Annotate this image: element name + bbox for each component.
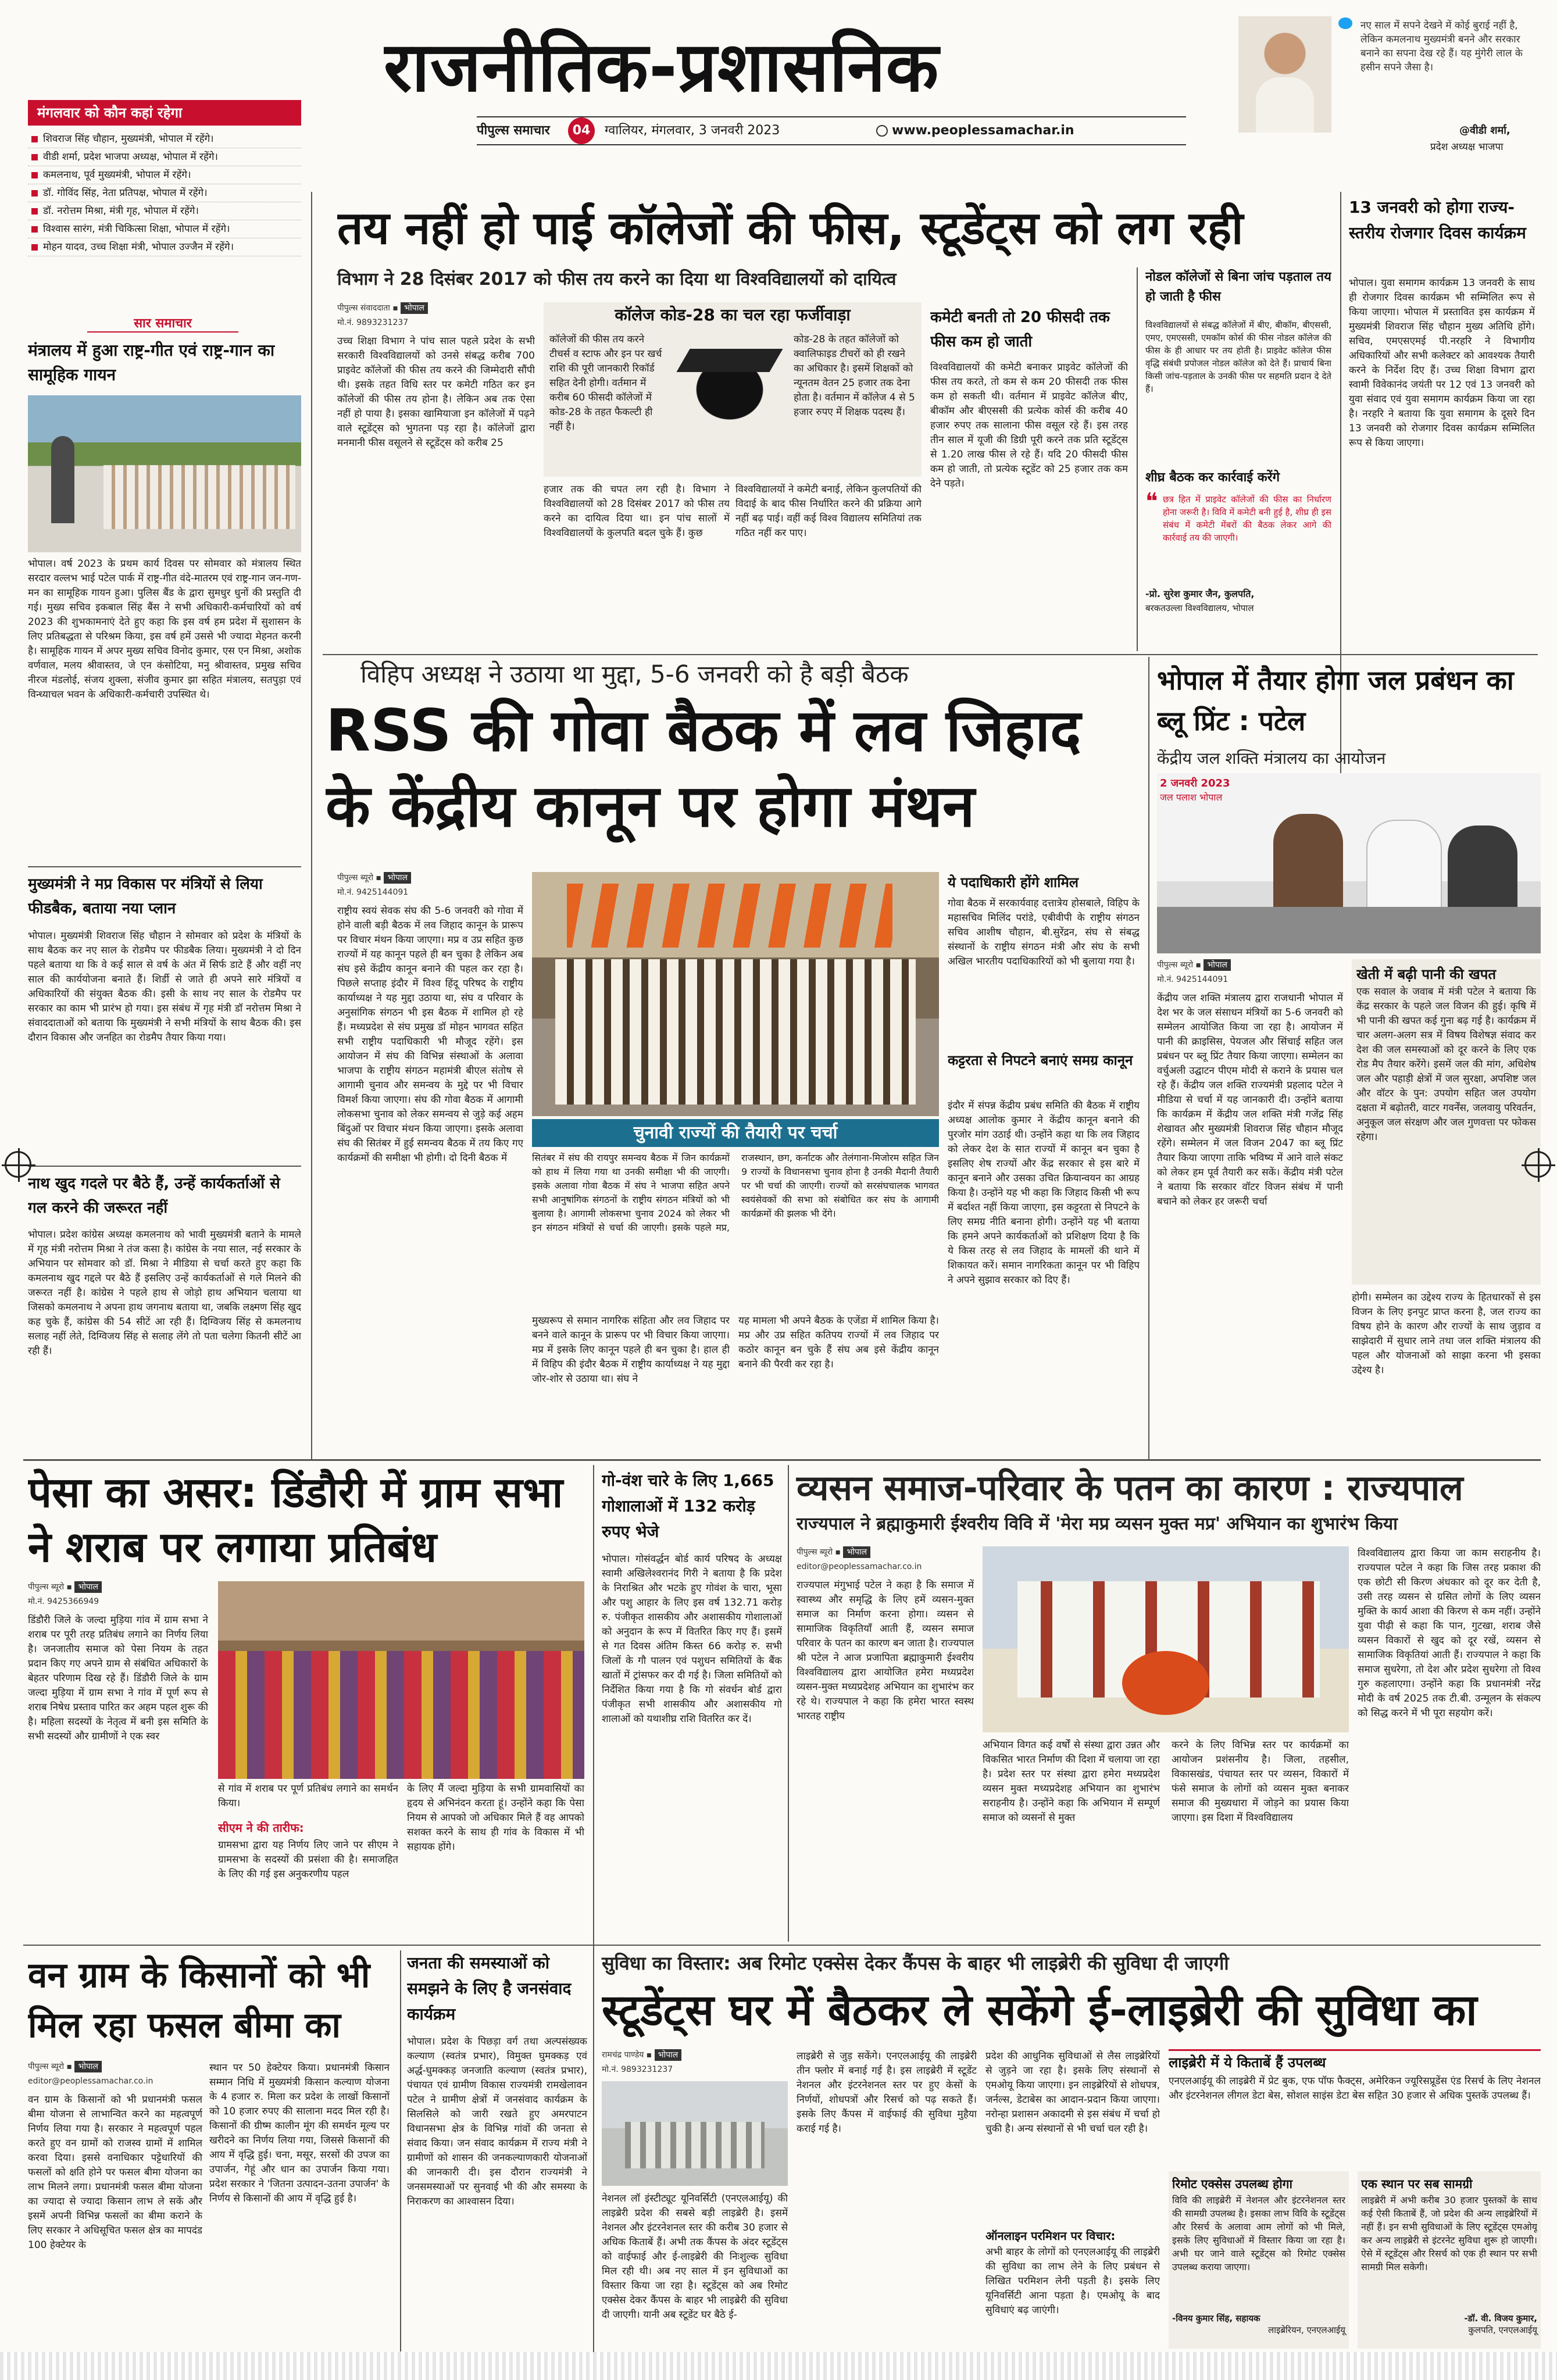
rojgar-headline: 13 जनवरी को होगा राज्य-स्तरीय रोजगार दिवस कार्यक्रम: [1349, 198, 1526, 242]
library-byline: रामचंद्र पाण्डेय ▪ भोपाल: [602, 2049, 776, 2061]
library-books-body: एनएलआईयू की लाइब्रेरी में प्रेट बुक, एफ पॉफ फैक्ट्स, अमेरिकन ज्यूरिसप्रूडेंस एंड रिसर्च के लिए नेशनल और इंटरनेशनल लीगल डेटा बेस, सोशल साइंस डेटा बेस सहित 30 हजार से अधिक पुस्तकें उपलब्ध हैं।: [1169, 2075, 1541, 2102]
library-online-headline: ऑनलाइन परमिशन पर विचार:: [985, 2229, 1116, 2243]
fees-action-sign: -प्रो. सुरेश कुमार जैन, कुलपति,: [1145, 588, 1255, 599]
fees-body-3: विश्वविद्यालयों ने कमेटी बनाई, लेकिन कुलपतियों की विदाई के बाद फीस निर्धारित करने की प्रक्रिया आगे नहीं बढ़ पाई। वहीं कई विश्व विद्यालय समितियां तक गठित नहीं कर पाए।: [735, 484, 922, 539]
graduation-cap-photo: [672, 337, 788, 424]
library-col-2: लाइब्रेरी से जुड़ सकेंगे। एनएलआईयू की लाइब्रेरी तीन फ्लोर में बनाई गई है। इस लाइब्रेरी में स्टूडेंट नेशनल और इंटरनेशनल स्तर पर हुए केसों के निर्णयों, शोधपत्रों और रिसर्च को पढ़ सकते हैं। इसके लिए कैंपस में वाईफाई की सुविधा मुहैया कराई गई है।: [797, 2050, 977, 2135]
vyasan-subhead: राज्यपाल ने ब्रह्माकुमारी ईश्वरीय विवि में 'मेरा मप्र व्यसन मुक्त मप्र' अभियान का शुभारंभ किया: [797, 1514, 1398, 1534]
library-col-3: प्रदेश की आधुनिक सुविधाओं से लैस लाइब्रेरियों से जुड़ने जा रहा है। इसके लिए संस्थानों से एमओयू किया जाएगा। इन लाइब्रेरियों से शोधपत्र, जर्नल्स, डेटाबेस का आदान-प्रदान किया जाएगा। नरोन्हा प्रशासन अकादमी से इस संबंध में चर्चा हो चुकी है। अन्य संस्थानों से भी चर्चा चल रही है।: [985, 2050, 1160, 2135]
water-photo-place: जल पलाश भोपाल: [1160, 792, 1223, 803]
dindori-gramsabha-photo: [218, 1581, 584, 1779]
library-kicker: सुविधा का विस्तार: अब रिमोट एक्सेस देकर कैंपस के बाहर भी लाइब्रेरी की सुविधा दी जाएगी: [602, 1952, 1229, 1974]
library-one-sign: -डॉ. वी. विजय कुमार,: [1464, 2313, 1537, 2324]
dindori-tail: के लिए मैं जल्दा मुड़िया के सभी ग्रामवासियों का हृदय से अभिनंदन करता हूं। उन्होंने कहा कि पेसा नियम से आपको जो अधिकार मिले हैं वह आपको सशक्त करने के साथ ही गांव के विकास में भी सहायक होंगे।: [407, 1783, 584, 1853]
byline-place: भोपाल: [843, 1546, 870, 1558]
fees-body-2: हजार तक की चपत लग रही है। विभाग ने विश्वविद्यालयों को 28 दिसंबर 2017 को फीस तय करने का दायित्व दिया था। इन पांच सालों में विश्वविद्यालयों के कुलपति बदल चुके हैं। कुछ: [544, 484, 730, 539]
vyasan-email[interactable]: editor@peoplessamachar.co.in: [797, 1562, 922, 1571]
whos-where-box: [28, 100, 301, 303]
fees-nodal-body: विश्वविद्यालयों से संबद्ध कॉलेजों में बीए, बीकॉम, बीएससी, एमए, एमएससी, एमकॉम कोर्स की फीस नोडल कॉलेज की फीस के ही आधार पर तय होती है। प्राइवेट कॉलेज फीस वृद्धि संबंधी प्रपोजल नोडल कॉलेज को देते हैं। प्राचार्य बिना किसी जांच-पड़ताल के उनकी फीस पर सहमति प्रदान दे देते हैं।: [1145, 320, 1331, 394]
water-photo-date: 2 जनवरी 2023: [1160, 777, 1230, 789]
dindori-photo-caption: से गांव में शराब पर पूर्ण प्रतिबंध लगाने का समर्थन किया।: [218, 1783, 398, 1809]
saar-3-body: भोपाल। प्रदेश कांग्रेस अध्यक्ष कमलनाथ को भावी मुख्यमंत्री बताने के मामले में गृह मंत्री नरोत्तम मिश्रा ने तंज कसा है। कांग्रेस के नया साल, नई सरकार के अभियान पर सोमवार को डॉ. मिश्रा ने मीडिया से चर्चा करते हुए कहा कि कमलनाथ खुद गद्दले पर बैठे हैं इसलिए उन्हें कार्यकर्ताओं से गले मिलने की जरूरत नहीं है। कांग्रेस ने पहले हाथ से जोड़ो हाथ अभियान चलाया था जिसको कमलनाथ ने अपना हाथ जगनाथ बताया था, जबकि लक्ष्मण सिंह खुद कह चुके हैं, कांग्रेस की 54 सीटें आ रही हैं। दिग्विजय सिंह से कमलनाथ सलाह नहीं लेते, दिग्विजय सिंह से सलाह लेंगे तो पता चलेगा कितनी सीटें आ रही हैं।: [28, 1229, 301, 1357]
fees-box-title: कॉलेज कोड-28 का चल रहा फर्जीवाड़ा: [615, 305, 851, 324]
rss-col-mid: मुख्यरूप से समान नागरिक संहिता और लव जिहाद पर बनने वाले कानून के प्रारूप पर भी विचार किया जाएगा। मप्र में इसके लिए कानून पहले ही बन चुका है। हाल ही में विहिप की इंदौर बैठक में राष्ट्रीय कार्याध्यक्ष ने यह मुद्दा जोर-शोर से उठाया था। संघ ने: [532, 1315, 730, 1385]
fees-side-body: विश्वविद्यालयों की कमेटी बनाकर प्राइवेट कॉलेजों की फीस तय करते, तो कम से कम 20 फीसदी तक फीस कम हो सकती थी। वर्तमान में प्राइवेट कॉलेज बीए, बीकॉम और बीएससी की प्रत्येक कोर्स की करीब 40 हजार रुपए तक सालाना फीस वसूल रहे हैं। इस तरह तीन साल में यूजी की डिग्री पूरी करने तक प्रति स्टूडेंट्स से 1.20 लाख फीस ले रहे हैं। यदि 20 फीसदी फीस कम हो जाती, तो प्रत्येक स्टूडेंट को 25 हजार तक कम देने पड़ते।: [930, 362, 1128, 489]
anthem-photo: [28, 395, 301, 552]
fees-box-text-2: कोड-28 के तहत कॉलेजों को क्वालिफाइड टीचरों को ही रखने का अधिकार है। इसमें शिक्षकों को न्यूनतम वेतन 25 हजार तक देना होता है। वर्तमान में कॉलेज 4 से 5 हजार रुपए में शिक्षक पदस्थ हैं।: [794, 334, 915, 418]
rss-headline-line-2: के केंद्रीय कानून पर होगा मंथन: [326, 772, 975, 840]
saar-2-headline: मुख्यमंत्री ने मप्र विकास पर मंत्रियों से लिया फीडबैक, बताया नया प्लान: [28, 875, 263, 917]
saar-1-body: भोपाल। वर्ष 2023 के प्रथम कार्य दिवस पर सोमवार को मंत्रालय स्थित सरदार वल्लभ भाई पटेल पार्क में राष्ट्र-गीत वंदे-मातरम एवं राष्ट्र-गान जन-गण-मन का सामूहिक गायन हुआ। पुलिस बैंड के द्वारा सुमधुर धुनों की प्रस्तुति दी गई। मुख्य सचिव इकबाल सिंह बैंस ने सभी अधिकारी-कर्मचारियों को वर्ष 2023 की शुभकामनाएं देते हुए कहा कि इस वर्ष हम प्रदेश में सुशासन के लिए प्रतिबद्धता से परिश्रम किया, इस वर्ष हमें उससे भी ज्यादा मेहनत करनी है। सामूहिक गायन में अपर मुख्य सचिव विनोद कुमार, एस एन मिश्रा, अशोक वर्णवाल, मलय श्रीवास्तव, जे एन कंसोटिया, मनु श्रीवास्तव, प्रमुख सचिव नीरज मंडलोई, संजय शुक्ला, संजीव कुमार झा सहित मंत्रालय, सतपुड़ा एवं विन्ध्याचल भवन के अधिकारी-कर्मचारी उपस्थित थे।: [28, 558, 301, 701]
byline-place: भोपाल: [384, 872, 411, 884]
water-phone: मो.नं. 9425144091: [1157, 975, 1229, 984]
fees-subhead: विभाग ने 28 दिसंबर 2017 को फीस तय करने का दिया था विश्वविद्यालयों को दायित्व: [337, 269, 897, 290]
fees-action-univ: बरकतउल्ला विश्वविद्यालय, भोपाल: [1145, 603, 1254, 613]
byline-name: पीपुल्स ब्यूरो: [28, 2062, 65, 2071]
website-link[interactable]: www.peoplessamachar.in: [892, 123, 1074, 138]
library-phone: मो.नं. 9893231237: [602, 2065, 673, 2074]
quote-designation: प्रदेश अध्यक्ष भाजपा: [1430, 141, 1504, 153]
library-books-box: [1169, 2049, 1541, 2165]
water-box: [1352, 959, 1541, 1285]
rss-election-body: सितंबर में संघ की रायपुर समन्वय बैठक में जिन कार्यक्रमों को हाथ में लिया गया था उनकी समीक्षा भी की जाएगी। इसके अलावा गोवा बैठक में संघ ने भाजपा सहित अपने सभी आनुषांगिक संगठनों के राष्ट्रीय संगठन मंत्रियों को भी बुलाया है। आगामी लोकसभा चुनाव 2024 को लेकर भी इन संगठन मंत्रियों से चर्चा की जाएगी। इसके पहले मप्र, राजस्थान, छग, कर्नाटक और तेलंगाना-मिजोरम सहित जिन 9 राज्यों के विधानसभा चुनाव होना है उनकी मैदानी तैयारी पर भी चर्चा की जाएगी। राज्यों को सरसंघचालक भागवत स्वयंसेवकों की सभा को संबोधित कर संघ के आगामी कार्यक्रमों की झलक भी देंगे।: [532, 1152, 939, 1233]
fasal-headline: वन ग्राम के किसानों को भी मिल रहा फसल बीमा का: [28, 1955, 370, 2046]
section-title: राजनीतिक-प्रशासनिक: [384, 27, 940, 107]
rss-strict-body: इंदौर में संपन्न केंद्रीय प्रबंध समिति की बैठक में राष्ट्रीय अध्यक्ष आलोक कुमार ने केंद्रीय कानून बनाने की पुरजोर मांग उठाई थी। उन्होंने कहा था कि लव जिहाद को लेकर देश के सात राज्यों में कानून बन चुका है इसलिए शेष राज्यों और केंद्र सरकार से इस बारे में कानून बनाने और उसका उचित क्रियान्वयन का आग्रह किया है। उन्होंने यह भी कहा कि जिहाद किसी भी रूप में बर्दाश्त नहीं किया जाएगा, इस कट्टरता से निपटने के लिए समग्र नीति बनाना होगी। उन्होंने यह भी बताया कि हमने अपने कार्यकर्ताओं को प्रशिक्षण दिया है कि ये किस तरह से लव जिहाद के मामलों की थाने में शिकायत करें। समान नागरिकता कानून पर भी विहिप ने अपने सुझाव सरकार को दिए हैं।: [948, 1100, 1140, 1286]
jansamvad-body: भोपाल। प्रदेश के पिछड़ा वर्ग तथा अल्पसंख्यक कल्याण (स्वतंत्र प्रभार), विमुक्त घुमक्कड़ एवं अर्द्ध-घुमक्कड़ जनजाति कल्याण (स्वतंत्र प्रभार), पंचायत एवं ग्रामीण विकास राज्यमंत्री रामखेलावन पटेल ने ग्रामीण क्षेत्रों में जनसंवाद कार्यक्रम के सिलसिले को जारी रखते हुए अमरपाटन विधानसभा क्षेत्र के विभिन्न गांवों की जनता से संवाद किया। जन संवाद कार्यक्रम में राज्य मंत्री ने ग्रामीणों को शासन की जनकल्याणकारी योजनाओं की जानकारी दी। इस दौरान राज्यमंत्री ने जनसमस्याओं पर सुनवाई भी की और समस्या के निराकरण का आश्वासन दिया।: [407, 2036, 587, 2207]
globe-icon: [876, 125, 888, 137]
rss-byline: पीपुल्स ब्यूरो ▪ भोपाल: [337, 872, 523, 884]
dindori-byline: पीपुल्स ब्यूरो ▪ भोपाल: [28, 1581, 202, 1593]
fees-nodal-headline: नोडल कॉलेजों से बिना जांच पड़ताल तय हो जाती है फीस: [1145, 270, 1331, 304]
list-item: मोहन यादव, उच्च शिक्षा मंत्री, भोपाल उज्जैन में रहेंगे।: [28, 238, 301, 256]
paper-name: पीपुल्स समाचार: [477, 123, 550, 138]
fees-body-1: उच्च शिक्षा विभाग ने पांच साल पहले प्रदेश के सभी सरकारी विश्वविद्यालयों को उनसे संबद्ध करीब 700 प्राइवेट कॉलेजों की फीस तय करने की जिम्मेदारी सौंपी थी। इसके तहत विधि स्तर पर कमेटी गठित कर इन कॉलेजों की फीस तय होना है। लेकिन अब तक ऐसा नहीं हो पाया है। इसका खामियाजा इन कॉलेजों में पढ़ने वाले स्टूडेंट्स को भुगतना पड़ रहा है। कॉलेजों द्वारा मनमानी फीस वसूलने से स्टूडेंट्स को करीब 25: [337, 335, 535, 449]
byline-place: भोपाल: [74, 2061, 102, 2072]
whos-where-list: [28, 126, 301, 256]
byline-place: भोपाल: [655, 2049, 682, 2061]
quote-mark-icon: ❝: [1145, 488, 1158, 515]
gauvansh-body: भोपाल। गोसंवर्द्धन बोर्ड कार्य परिषद के अध्यक्ष स्वामी अखिलेश्वरानंद गिरी ने बताया है कि प्रदेश के निराश्रित और भटके हुए गोवंश के चारा, भूसा और पशु आहार के लिए इस वर्ष 132.71 करोड़ रु. पंजीकृत शासकीय और अशासकीय गोशालाओं को अनुदान के रूप में वितरित किए गए हैं। इसमें से गत दिवस अंतिम किस्त 66 करोड़ रु. सभी जिलों के गौ पालन एवं पशुधन समितियों के बैंक खातों में ट्रांसफर कर दी गई है। जिला समितियों को निर्देशित किया गया है कि गो संवर्धन बोर्ड द्वारा पंजीकृत सभी शासकीय और अशासकीय गो शालाओं को यथाशीघ्र राशि वितरित कर दें।: [602, 1553, 782, 1725]
library-one-headline: एक स्थान पर सब सामग्री: [1361, 2177, 1473, 2191]
rss-headline-line-1: RSS की गोवा बैठक में लव जिहाद: [326, 696, 1081, 764]
library-building-photo: [602, 2081, 788, 2186]
byline-name: पीपुल्स ब्यूरो: [337, 873, 374, 882]
water-tail: होगी। सम्मेलन का उद्देश्य राज्य के हितधारकों से इस विजन के लिए इनपुट प्राप्त करना है, जल राज्य का विषय होने के कारण और राज्यों के साथ जुड़ाव व साझेदारी में सुधार लाने तथा जल शक्ति मंत्रालय की पहल और योजनाओं को साझा करना भी इसका उद्देश्य है।: [1352, 1292, 1541, 1376]
rss-march-photo: [532, 872, 939, 1116]
rss-col-mid-2: यह मामला भी अपने बैठक के एजेंडा में शामिल किया है। मप्र और उप्र सहित कतिपय राज्यों में लव जिहाद पर कठोर कानून बन चुके हैं संघ अब इसे केंद्रीय कानून बनाने की पैरवी कर रहा है।: [738, 1315, 939, 1370]
rss-col-1: राष्ट्रीय स्वयं सेवक संघ की 5-6 जनवरी को गोवा में होने वाली बड़ी बैठक में लव जिहाद कानून के प्रारूप पर विचार मंथन किया जाएगा। मप्र व उप्र सहित कुछ राज्यों में यह कानून पहले ही बन चुका है लेकिन अब संघ इसे केंद्रीय कानून बनाने की पहल कर रहा है। पिछले सप्ताह इंदौर में विश्व हिंदू परिषद के राष्ट्रीय कार्याध्यक्ष ने यह मुद्दा उठाया था, संघ व परिवार के अनुसांगिक संगठन भी इस बैठक में शामिल हो रहे हैं। मध्यप्रदेश से संघ प्रमुख डॉ मोहन भागवत सहित सभी राष्ट्रीय पदाधिकारी भी मौजूद रहेंगे। इस आयोजन में संघ की विभिन्न संस्थाओं के अलावा भाजपा के राष्ट्रीय संगठन महामंत्री बीएल संतोष से आगामी चुनाव और समन्वय के मुद्दे पर भी विचार विमर्श किया जाएगा। संघ की गोवा बैठक में आगामी लोकसभा चुनाव को लेकर समन्वय से जुड़े कई अहम बिंदुओं पर विचार मंथन किया जाएगा। इसके अलावा संघ की सितंबर में हुई समन्वय बैठक में तय किए गए कार्यक्रमों की समीक्षा भी होगी। दो दिनी बैठक में: [337, 905, 523, 1164]
fees-phone: मो.नं. 9893231237: [337, 318, 409, 327]
quote-handle: @वीडी शर्मा,: [1459, 124, 1510, 137]
saar-1-headline: मंत्रालय में हुआ राष्ट्र-गीत एवं राष्ट्र-गान का सामूहिक गायन: [28, 341, 275, 384]
fees-action-headline: शीघ्र बैठक कर कार्रवाई करेंगे: [1145, 470, 1280, 485]
list-item: वीडी शर्मा, प्रदेश भाजपा अध्यक्ष, भोपाल में रहेंगे।: [28, 148, 301, 166]
water-headline: भोपाल में तैयार होगा जल प्रबंधन का ब्लू प्रिंट : पटेल: [1157, 664, 1514, 737]
fees-side-headline: कमेटी बनती तो 20 फीसदी तक फीस कम हो जाती: [930, 309, 1110, 351]
byline-place: भोपाल: [74, 1581, 102, 1593]
dindori-body: डिंडौरी जिले के जल्दा मुड़िया गांव में ग्राम सभा ने शराब पर पूरी तरह प्रतिबंध लगाने का निर्णय लिया है। जनजातीय समाज को पेसा नियम के तहत प्रदान किए गए अपने ग्राम से संबंधित अधिकारों के बेहतर परिणाम दिख रहे हैं। डिंडौरी जिले के ग्राम जल्दा मुड़िया में ग्राम सभा ने गांव में पूर्ण रूप से शराब निषेध प्रस्ताव पारित कर अहम पहल शुरू की है। महिला सदस्यों के नेतृत्व में बनी इस समिति के सभी सदस्यों और ग्रामीणों ने एक स्वर: [28, 1614, 208, 1742]
dindori-cm-headline: सीएम ने की तारीफ:: [218, 1821, 304, 1835]
vyasan-headline: व्यसन समाज-परिवार के पतन का कारण : राज्यपाल: [797, 1468, 1463, 1509]
vyasan-event-photo: [983, 1546, 1349, 1732]
water-body: केंद्रीय जल शक्ति मंत्रालय द्वारा राजधानी भोपाल में देश भर के जल संसाधन मंत्रियों का 5-6 जनवरी को सम्मेलन आयोजित किया जा रहा है। आयोजन में पानी की क्राइसिस, पेयजल और सिंचाई सहित जल प्रबंधन पर ब्लू प्रिंट तैयार किया जाएगा। सम्मेलन का वर्चुअली उद्घाटन पीएम मोदी से कराने के प्रयास चल रहे हैं। केंद्रीय जल शक्ति राज्यमंत्री प्रहलाद पटेल ने मीडिया से चर्चा में यह जानकारी दी। उन्होंने बताया कि कार्यक्रम में केंद्रीय जल शक्ति मंत्री गजेंद्र सिंह शेखावत और मुख्यमंत्री शिवराज सिंह चौहान मौजूद रहेंगे। सम्मेलन में जल विजन 2047 का ब्लू प्रिंट तैयार किया जाएगा ताकि भविष्य में आने वाले संकट को लेकर हम पूर्व तैयारी कर सकें। केंद्रीय मंत्री पटेल ने बताया कि सरकार वॉटर विजन संबंध में पानी बचाने को लेकर हर जरूरी चर्चा: [1157, 992, 1343, 1207]
vyasan-byline: पीपुल्स ब्यूरो ▪ भोपाल: [797, 1546, 977, 1558]
jansamvad-headline: जनता की समस्याओं को समझने के लिए है जनसंवाद कार्यक्रम: [407, 1953, 572, 2024]
saar-2-body: भोपाल। मुख्यमंत्री शिवराज सिंह चौहान ने सोमवार को प्रदेश के मंत्रियों के साथ बैठक कर नए साल के रोडमैप पर फीडबैक लिया। मुख्यमंत्री ने दो दिन पहले बताया था कि वे कई साल से वर्ष के अंत में सिर्फ डाटे हैं और वहीं नए साल की कार्ययोजना बनाते हैं। शिर्डी से जाते ही अपने सारे मंत्रियों व अधिकारियों की संयुक्त बैठक की। इसी के साथ नए साल के रोडमैप पर सरकार का काम भी प्रारंभ हो गया। इस संबंध में गृह मंत्री डॉ नरोत्तम मिश्रा ने संवाददाताओं को बताया कि मुख्यमंत्री ने सभी मंत्रियों के साथ बैठक की। इस दौरान विकास और जनहित का रोडमैप तैयार किया गया।: [28, 930, 301, 1044]
water-box-body: एक सवाल के जवाब में मंत्री पटेल ने बताया कि केंद्र सरकार के पहले जल विजन की हुई। कृषि में भी पानी की खपत कई गुना बढ़ गई है। कार्यक्रम में चार अलग-अलग सत्र में विषय विशेषज्ञ संवाद कर देश की जल समस्याओं को दूर करने के लिए एक रोड मैप तैयार करेंगे। इसमें जल की मांग, अधिशेष जल और पहाड़ी क्षेत्रों में जल सुरक्षा, अपशिष्ट जल और वॉटर के पुन: उपयोग सहित जल उपयोग दक्षता में बढ़ोतरी, वाटर गवर्नेंस, जलवायु परिवर्तन, अनुकूल जल संरक्षण और जल गुणवत्ता पर फोकस रहेगा।: [1356, 986, 1536, 1143]
water-box-headline: खेती में बढ़ी पानी की खपत: [1356, 966, 1497, 982]
vyasan-col-2: अभियान विगत कई वर्षों से संस्था द्वारा उन्नत और विकसित भारत निर्माण की दिशा में चलाया जा रहा है। प्रदेश स्तर पर संस्था द्वारा हमेरा मध्यप्रदेश व्यसन मुक्त मध्यप्रदेशह अभियान का शुभारंभ सराहनीय है। उन्होंने कहा कि अभियान में सम्पूर्ण समाज को व्यसनों से मुक्त: [983, 1739, 1160, 1824]
byline-name: पीपुल्स ब्यूरो: [1157, 960, 1194, 970]
dindori-phone: मो.नं. 9425366949: [28, 1597, 99, 1606]
list-item: विश्वास सारंग, मंत्री चिकित्सा शिक्षा, भोपाल में रहेंगे।: [28, 220, 301, 238]
library-remote-headline: रिमोट एक्सेस उपलब्ध होगा: [1172, 2177, 1292, 2191]
byline-name: पीपुल्स संवाददाता: [337, 303, 390, 313]
water-byline: पीपुल्स ब्यूरो ▪ भोपाल: [1157, 959, 1343, 971]
saar-label: सार समाचार: [87, 314, 238, 333]
fasal-byline: पीपुल्स ब्यूरो ▪ भोपाल: [28, 2061, 202, 2072]
fees-byline: पीपुल्स संवाददाता ▪ भोपाल: [337, 302, 535, 314]
rss-strict-headline: कट्टरता से निपटने बनाएं समग्र कानून: [948, 1052, 1133, 1069]
page-number: 04: [568, 117, 595, 144]
rss-kicker: विहिप अध्यक्ष ने उठाया था मुद्दा, 5-6 जनवरी को है बड़ी बैठक: [360, 660, 909, 688]
byline-name: पीपुल्स ब्यूरो: [28, 1582, 65, 1592]
vyasan-col-3: करने के लिए विभिन्न स्तर पर कार्यक्रमों का आयोजन प्रशंसनीय है। जिला, तहसील, विकासखंड, पंचायत स्तर पर व्यसन, विकारों में फंसे समाज के लोगों को व्यसन मुक्त बनाकर समाज की मुख्यधारा में जोड़ने का प्रयास किया जाएगा। इस दिशा में विश्वविद्यालय: [1172, 1739, 1349, 1824]
dateline-bar: [477, 116, 1186, 145]
list-item: शिवराज सिंह चौहान, मुख्यमंत्री, भोपाल में रहेंगे।: [28, 130, 301, 148]
water-subhead: केंद्रीय जल शक्ति मंत्रालय का आयोजन: [1157, 749, 1386, 768]
library-headline: स्टूडेंट्स घर में बैठकर ले सकेंगे ई-लाइब्रेरी की सुविधा का: [602, 1985, 1477, 2035]
whos-where-title: मंगलवार को कौन कहां रहेगा: [28, 100, 301, 126]
byline-place: भोपाल: [401, 302, 428, 314]
list-item: डॉ. नरोत्तम मिश्रा, मंत्री गृह, भोपाल में रहेंगे।: [28, 202, 301, 220]
byline-place: भोपाल: [1204, 959, 1231, 971]
library-one-body: लाइब्रेरी में अभी करीब 30 हजार पुस्तकों के साथ कई ऐसी किताबें हैं, जो प्रदेश की अन्य लाइब्रेरियों में नहीं हैं। इन सभी सुविधाओं के लिए स्टूडेंट्स एमओयू कर अन्य लाइब्रेरी से इंटरनेट सुविधा शुरू हो जाएगी। ऐसे में स्टूडेंट्स और रिसर्च को एक ही स्थान पर सभी सामग्री मिल सकेगी।: [1361, 2195, 1537, 2272]
fasal-col-2: स्थान पर 50 हेक्टेयर किया। प्रधानमंत्री किसान सम्मान निधि में मुख्यमंत्री किसान कल्याण योजना के 4 हजार रु. मिला कर प्रदेश के लाखों किसानों को 10 हजार रुपए की सालाना मदद मिल रही है। किसानों की ग्रीष्म कालीन मूंग की समर्थन मूल्य पर खरीदने का निर्णय लिया गया, जिससे किसानों की आय में वृद्धि हुई। चना, मसूर, सरसों की उपज का उपार्जन, गेहूं और धान का उपार्जन किया गया। प्रदेश सरकार ने 'जितना उत्पादन-उतना उपार्जन' के निर्णय से किसानों की आय में वृद्धि हुई है।: [209, 2062, 390, 2204]
fees-box: [544, 302, 922, 477]
library-books-headline: लाइब्रेरी में ये किताबें हैं उपलब्ध: [1169, 2054, 1326, 2071]
registration-mark: [1524, 1151, 1551, 1178]
library-online-body: अभी बाहर के लोगों को एनएलआईयू की लाइब्रेरी की सुविधा का लाभ लेने के लिए प्रबंधन से लिखित परमिशन लेनी पड़ती है। इसके लिए यूनिवर्सिटी आना पड़ता है। एमओयू के बाद सुविधाएं बढ़ जाएंगी।: [985, 2246, 1160, 2316]
library-remote-sign: -विनय कुमार सिंह, सहायक: [1172, 2313, 1260, 2324]
fees-box-text-1: कॉलेजों की फीस तय करने टीचर्स व स्टाफ और इन पर खर्च राशि की पूरी जानकारी रिकॉर्ड सहित देनी होगी। वर्तमान में करीब 60 फीसदी कॉलेजों में कोड-28 के तहत फैकल्टी ही नहीं है।: [549, 334, 662, 433]
print-color-strip: [0, 2352, 1557, 2380]
vyasan-col-1: राज्यपाल मंगुभाई पटेल ने कहा है कि समाज में स्वास्थ्य और समृद्धि के लिए हमें व्यसन-मुक्त समाज का निर्माण करना होगा। व्यसन से सामाजिक विकृतियाँ आती हैं, व्यसन समाज परिवार के पतन का कारण बन जाता है। राज्यपाल श्री पटेल ने आज प्रजापिता ब्रह्माकुमारी ईश्वरीय विश्वविद्यालय द्वारा आयोजित हमेरा मध्यप्रदेश व्यसन-मुक्त मध्यप्रदेशह अभियान का शुभारंभ कर रहे थे। राज्यपाल ने कहा कि हमेरा भारत स्वस्थ भारतह राष्ट्रीय: [797, 1579, 974, 1722]
byline-name: पीपुल्स ब्यूरो: [797, 1548, 833, 1557]
saar-3-headline: नाथ खुद गदले पर बैठे हैं, उन्हें कार्यकर्ताओं से गल करने की जरूरत नहीं: [28, 1175, 280, 1217]
library-col-1: नेशनल लॉ इंस्टीट्यूट यूनिवर्सिटी (एनएलआईयू) की लाइब्रेरी प्रदेश की सबसे बड़ी लाइब्रेरी है। इसमें नेशनल और इंटरनेशनल स्तर की करीब 30 हजार से अधिक किताबें हैं। अभी तक कैंपस के अंदर स्टूडेंट्स को वाईफाई और ई-लाइब्रेरी की निःशुल्क सुविधा मिल रही थी। अब नए साल में इन सुविधाओं का विस्तार किया जा रहा है। स्टूडेंट्स को अब रिमोट एक्सेस देकर कैंपस के बाहर भी लाइब्रेरी की सुविधा दी जाएगी। यानी अब स्टूडेंट घर बैठे ई-: [602, 2193, 788, 2321]
library-one-role: कुलपति, एनएलआईयू: [1468, 2325, 1537, 2335]
fasal-col-1: वन ग्राम के किसानों को भी प्रधानमंत्री फसल बीमा योजना से लाभान्वित करने का महत्वपूर्ण निर्णय लिया गया है। सरकार ने महत्वपूर्ण पहल करते हुए वन ग्रामों को राजस्व ग्रामों में शामिल करवा दिया। इससे वनाधिकार पट्टेधारियों की फसलों को क्षति होने पर फसल बीमा योजना का लाभ मिलने लगा। प्रधानमंत्री फसल बीमा योजना का ज्यादा से ज्यादा किसान लाभ ले सकें और इसमें अपनी विभिन्न फसलों का बीमा कराने के लिए सरकार ने अधिसूचित फसल क्षेत्र का मापदंड 100 हेक्टेयर के: [28, 2094, 202, 2251]
place-date: ग्वालियर, मंगलवार, 3 जनवरी 2023: [605, 123, 780, 138]
byline-name: रामचंद्र पाण्डेय: [602, 2050, 644, 2060]
rss-phone: मो.नं. 9425144091: [337, 888, 409, 897]
rojgar-body: भोपाल। युवा समागम कार्यक्रम 13 जनवरी के साथ ही रोजगार दिवस कार्यक्रम भी सम्मिलित रूप से किया जाएगा। भोपाल में प्रस्तावित इस कार्यक्रम में मुख्यमंत्री शिवराज सिंह चौहान मुख्य अतिथि होंगे। सचिव, एमएसएमई पी.नरहरि ने विभागीय अधिकारियों और सभी कलेक्टर को आवश्यक तैयारी करने के निर्देश दिए हैं। उच्च शिक्षा विभाग द्वारा स्वामी विवेकानंद जयंती पर 12 एवं 13 जनवरी को युवा संवाद एवं युवा समागम कार्यक्रम किया जा रहा है। नरहरि ने बताया कि युवा समागम के दूसरे दिन 13 जनवरी को रोजगार दिवस कार्यक्रम सम्मिलित रूप से किया जाएगा।: [1349, 277, 1535, 449]
gauvansh-headline: गो-वंश चारे के लिए 1,665 गोशालाओं में 132 करोड़ रुपए भेजे: [602, 1471, 774, 1541]
rss-officials-body: गोवा बैठक में सरकार्यवाह दत्तात्रेय होसबाले, विहिप के महासचिव मिलिंद परांडे, एबीवीपी के राष्ट्रीय संगठन सचिव आशीष चौहान, बी.सुरेंद्रन, संघ से संबद्ध संस्थानों के राष्ट्रीय संगठन मंत्री और संघ के सभी अखिल भारतीय पदाधिकारियों को भी बुलाया गया है।: [948, 898, 1140, 967]
fees-action-body: छत्र हित में प्राइवेट कॉलेजों की फीस का निर्धारण होना जरूरी है। विवि में कमेटी बनी हुई है, शीघ्र ही इस संबंध में कमेटी मेंबरों की बैठक लेकर आगे की कार्रवाई तय की जाएगी।: [1163, 494, 1331, 543]
vyasan-col-4: विश्वविद्यालय द्वारा किया जा काम सराहनीय है। राज्यपाल पटेल ने कहा कि जिस तरह प्रकाश की एक छोटी सी किरण अंधकार को दूर कर देती है, उसी तरह व्यसन से ग्रसित लोगों के लिए व्यसन मुक्ति के कार्य आशा की किरण से कम नहीं। उन्होंने युवा पीढ़ी से कहा कि पान, गुटखा, शराब जैसे व्यसन विकारों से खुद को दूर रखें, व्यसन से सामाजिक विकृतियां आती हैं। राज्यपाल ने कहा कि समाज सुधरेगा, तो देश और प्रदेश सुधरेगा तो विश्व गुरु कहलाएगा। उन्होंने कहा कि प्रधानमंत्री नरेंद्र मोदी के वर्ष 2025 तक टी.बी. उन्मूलन के संकल्प को सिद्ध करने में भी पूरा सहयोग करें।: [1358, 1548, 1541, 1719]
registration-mark: [5, 1151, 31, 1178]
twitter-icon: [1338, 17, 1352, 29]
dindori-cm-body: ग्रामसभा द्वारा यह निर्णय लिए जाने पर सीएम ने ग्रामसभा के सदस्यों की प्रसंशा की है। समाजहित के लिए की गई इस अनुकरणीय पहल: [218, 1839, 398, 1880]
fasal-email[interactable]: editor@peoplessamachar.co.in: [28, 2077, 153, 2086]
rss-election-headline: चुनावी राज्यों की तैयारी पर चर्चा: [532, 1119, 939, 1147]
library-one-box: [1358, 2171, 1541, 2349]
quote-text: नए साल में सपने देखने में कोई बुराई नहीं है, लेकिन कमलनाथ मुख्यमंत्री बनने और सरकार बनाने का सपना देख रहे हैं। यह मुंगेरी लाल के हसीन सपने जैसा है।: [1360, 20, 1523, 73]
library-remote-box: [1169, 2171, 1349, 2349]
fees-headline: तय नहीं हो पाई कॉलेजों की फीस, स्टूडेंट्स को लग रही: [337, 202, 1244, 255]
list-item: डॉ. गोविंद सिंह, नेता प्रतिपक्ष, भोपाल में रहेंगे।: [28, 184, 301, 202]
rss-officials-headline: ये पदाधिकारी होंगे शामिल: [948, 874, 1079, 891]
library-remote-role: लाइब्रेरियन, एनएलआईयू: [1267, 2325, 1345, 2335]
list-item: कमलनाथ, पूर्व मुख्यमंत्री, भोपाल में रहेंगे।: [28, 166, 301, 184]
library-remote-body: विवि की लाइब्रेरी में नेशनल और इंटरनेशनल स्तर की सामग्री उपलब्ध है। इसका लाभ विवि के स्टूडेंट्स और रिसर्च के अलावा आम लोगों को भी मिले, इसके लिए सुविधाओं में विस्तार किया जा रहा है। अभी घर जाने वाले स्टूडेंट्स को रिमोट एक्सेस उपलब्ध कराया जाएगा।: [1172, 2195, 1345, 2272]
portrait-photo: [1238, 16, 1331, 133]
dindori-headline: पेसा का असर: डिंडौरी में ग्राम सभा ने शराब पर लगाया प्रतिबंध: [28, 1468, 563, 1571]
